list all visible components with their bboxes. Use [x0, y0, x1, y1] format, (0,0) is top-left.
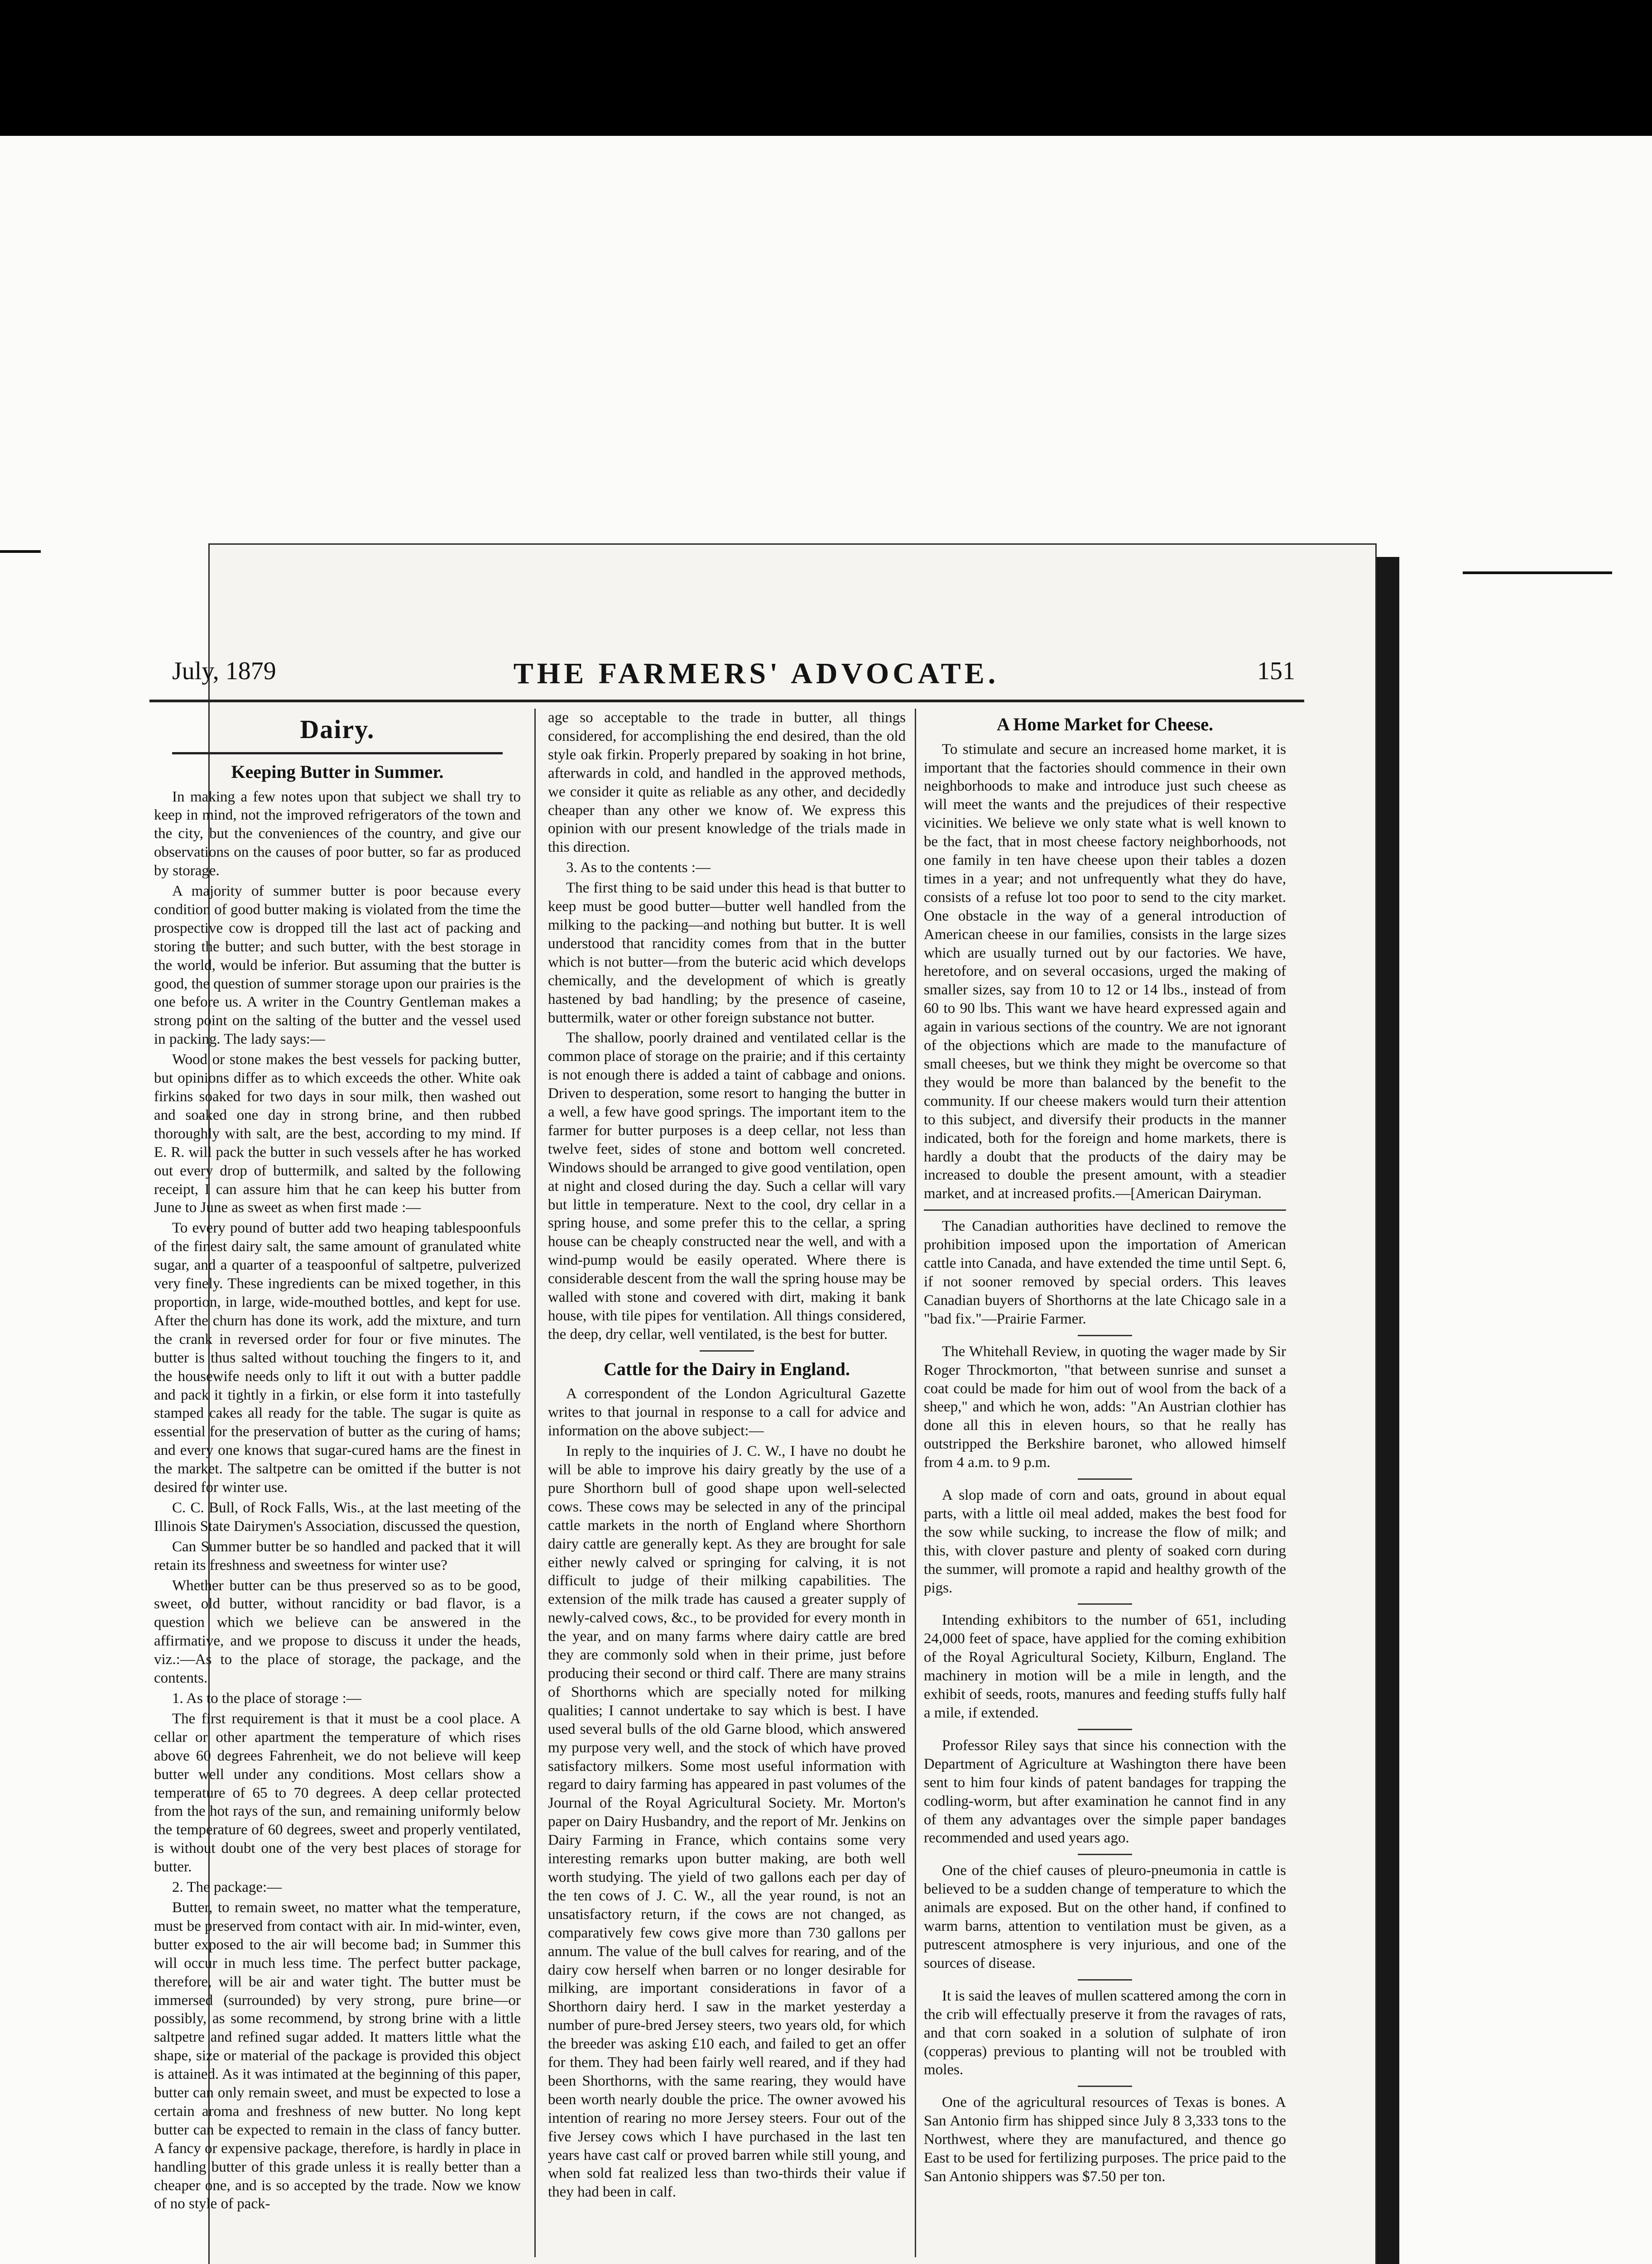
- paragraph: A slop made of corn and oats, ground in about equal parts, with a little oil meal added, makes the best food for the sow while sucking, to increase the flow of milk; and this, with clover pasture and plenty of soaked corn during the summer, will promote a rapid and healthy growth of the pigs.: [924, 1487, 1286, 1596]
- article-separator: [1078, 1854, 1132, 1855]
- paragraph: The shallow, poorly drained and ventilated cellar is the common place of storage on the prairie; and if this certainty is not enough there is added a taint of cabbage and onions. Driven to desperation, some resort to hanging the butter in a well, a few have good springs. The important item to the farmer for butter purposes is a deep cellar, not less than twelve feet, sides of stone and bottom well concreted. Windows should be arranged to give good ventilation, open at night and closed during the day. Such a cellar will vary but little in temperature. Next to the cool, dry cellar in a spring house, and some prefer this to the cellar, a spring house can be cheaply constructed near the well, and with a wind-pump would be easily operated. Where there is considerable descent from the wall the spring house may be walled with stone and covered with dirt, making it bank house, with tile pipes for ventilation. All things considered, the deep, dry cellar, well ventilated, is the best for butter.: [548, 1030, 906, 1343]
- article-separator: [1078, 1335, 1132, 1336]
- paragraph: 1. As to the place of storage :—: [172, 1690, 361, 1707]
- paragraph: The Whitehall Review, in quoting the wager made by Sir Roger Throckmorton, "that between sunrise and sunset a coat could be made for him out of wool from the back of a sheep," and which he won, adds: "An Austrian clothier has done all this in eleven hours, so that he really has outstripped the Berkshire baronet, who allowed himself from 4 a.m. to 9 p.m.: [924, 1343, 1286, 1471]
- paragraph: Butter, to remain sweet, no matter what the temperature, must be preserved from contact with air. In mid-winter, even, butter exposed to the air will become bad; in Summer this will occur in much less time. The perfect butter package, therefore, will be air and water tight. The butter must be immersed (surrounded) by very strong, pure brine—or possibly, as some recommend, by strong brine with a little saltpetre and refined sugar added. It matters little what the shape, size or material of the package is provided this object is attained. As it was intimated at the beginning of this paper, butter can only remain sweet, and must be expected to lose a certain aroma and freshness of new butter. No long kept butter can be expected to remain in the class of fancy butter. A fancy or expensive package, therefore, is hardly in place in handling butter of this grade unless it is really better than a cheaper one, and is so accepted by the trade. Now we know of no style of pack-: [154, 1899, 521, 2212]
- paragraph: One of the agricultural resources of Texas is bones. A San Antonio firm has shipped since July 8 3,333 tons to the Northwest, where they are manufactured, and thence go East to be used for fertilizing purposes. The price paid to the San Antonio shippers was $7.50 per ton.: [924, 2094, 1286, 2185]
- paragraph: 3. As to the contents :—: [566, 859, 711, 876]
- paragraph: One of the chief causes of pleuro-pneumonia in cattle is believed to be a sudden change of temperature to which the animals are exposed. But on the other hand, if confined to warm barns, attention to ventilation must be given, as a putrescent atmosphere is very injurious, and one of the sources of disease.: [924, 1862, 1286, 1971]
- column-divider-2: [915, 709, 916, 2257]
- column-3: [924, 709, 1286, 2264]
- column-1: [154, 709, 521, 2264]
- paragraph: Intending exhibitors to the number of 651, including 24,000 feet of space, have applied for the coming exhibition of the Royal Agricultural Society, Kilburn, England. The machinery in motion will be a mile in length, and the exhibit of seeds, roots, manures and feeding stuffs fully half a mile, if extended.: [924, 1612, 1286, 1721]
- issue-date: July, 1879: [172, 657, 276, 685]
- article-separator: [1078, 2086, 1132, 2087]
- section-rule: [172, 752, 503, 754]
- paragraph: A correspondent of the London Agricultural Gazette writes to that journal in response to a call for advice and information on the above subject:—: [548, 1386, 906, 1439]
- column-2: [548, 709, 906, 2264]
- paragraph: Can Summer butter be so handled and packed that it will retain its freshness and sweetness for winter use?: [154, 1538, 521, 1573]
- article-title-cattle-dairy: Cattle for the Dairy in England.: [604, 1358, 850, 1379]
- article-separator: [924, 1209, 1286, 1211]
- paragraph: age so acceptable to the trade in butter, all things considered, for accomplishing the end desired, than the old style oak firkin. Properly prepared by soaking in hot brine, afterwards in cold, and handled in the approved methods, we consider it quite as reliable as any other, and decidedly cheaper than any other we know of. We express this opinion with our present knowledge of the trials made in this direction.: [548, 710, 906, 856]
- paragraph: Professor Riley says that since his connection with the Department of Agriculture at Washington there have been sent to him four kinds of patent bandages for trapping the codling-worm, but after examination he cannot find in any of them any advantages over the simple paper bandages recommended and used years ago.: [924, 1737, 1286, 1847]
- paragraph: C. C. Bull, of Rock Falls, Wis., at the last meeting of the Illinois State Dairymen's Association, discussed the question,: [154, 1499, 521, 1535]
- paragraph: In reply to the inquiries of J. C. W., I have no doubt he will be able to improve his dairy greatly by the use of a pure Shorthorn bull of good shape upon well-selected cows. These cows may be selected in any of the principal cattle markets in the north of England where Shorthorn dairy cattle are generally kept. As they are brought for sale either newly calved or springing for calving, it is not difficult to judge of their milking capabilities. The extension of the milk trade has caused a greater supply of newly-calved cows, &c., to be provided for every month in the year, and on many farms where dairy cattle are bred they are commonly sold when in their prime, just before producing their second or third calf. There are many strains of Shorthorns which are specially noted for milking qualities; I cannot undertake to say which is best. I have used several bulls of the old Garne blood, which answered my purpose very well, and the stock of which have proved satisfactory milkers. Some most useful information with regard to dairy farming has appeared in past volumes of the Journal of the Royal Agricultural Society. Mr. Morton's paper on Dairy Husbandry, and the report of Mr. Jenkins on Dairy Farming in France, which contains some very interesting remarks upon butter making, are both well worth studying. The yield of two gallons each per day of the ten cows of J. C. W., all the year round, is not an unsatisfactory return, if the cows are not changed, as comparatively few cows give more than 730 gallons per annum. The value of the bull calves for rearing, and of the dairy cow herself when barren or no longer desirable for milking, are important considerations in favor of a Shorthorn dairy herd. I saw in the market yesterday a number of pure-bred Jersey steers, two years old, for which the breeder was asking £10 each, and failed to get an offer for them. They had been fairly well reared, and if they had been Shorthorns, with the same rearing, they would have been worth nearly double the price. The owner avowed his intention of rearing no more Jersey steers. Four out of the five Jersey cows which I have purchased in the last ten years have cast calf or proved barren while still young, and when sold fat realized less than two-thirds their value if they had been in calf.: [548, 1443, 906, 2201]
- article-separator: [1078, 1478, 1132, 1480]
- top-left-mark: [0, 550, 41, 553]
- paragraph: A majority of summer butter is poor because every condition of good butter making is violated from the time the prospective cow is dropped till the last act of packing and storing the butter; and such butter, with the best storage in the world, would be inferior. But assuming that the butter is good, the question of summer storage upon our prairies is the one before us. A writer in the Country Gentleman makes a strong point on the salting of the butter and the vessel used in packing. The lady says:—: [154, 883, 521, 1048]
- masthead: THE FARMERS' ADVOCATE.: [513, 657, 999, 690]
- top-right-mark: [1463, 571, 1612, 574]
- article-title-keeping-butter: Keeping Butter in Summer.: [231, 761, 444, 782]
- paragraph: Wood or stone makes the best vessels for packing butter, but opinions differ as to which exceeds the other. White oak firkins soaked for two days in sour milk, then washed out and soaked one day in strong brine, and then rubbed thoroughly with salt, are the best, according to my mind. If E. R. will pack the butter in such vessels after he has worked out every drop of buttermilk, and salted by the following receipt, I can assure him that he can keep his butter from June to June as sweet as when first made :—: [154, 1051, 521, 1216]
- article-title-home-market: A Home Market for Cheese.: [996, 714, 1213, 734]
- article-separator: [1078, 1979, 1132, 1981]
- column-divider-1: [534, 709, 536, 2257]
- paragraph: To stimulate and secure an increased home market, it is important that the factories should commence in their own neighborhoods to make and introduce just such cheese as will meet the wants and the prejudices of their respective vicinities. We believe we only state what is well known to be the fact, that in most cheese factory neighborhoods, not one family in ten have cheese upon their tables a dozen times in a year; and not unfrequently what they do have, consists of a refuse lot too poor to send to the city market. One obstacle in the way of a general introduction of American cheese in our families, consists in the large sizes which are usually turned out by our factories. We have, heretofore, and on several occasions, urged the making of smaller sizes, say from 10 to 12 or 14 lbs., instead of from 60 to 90 lbs. This want we have heard expressed again and again in various sections of the country. We are not ignorant of the objections which are made to the manufacture of small cheeses, but we think they might be overcome so that they would be more than balanced by the benefit to the community. If our cheese makers would turn their attention to this subject, and diversify their products in the manner indicated, both for the foreign and home markets, there is hardly a doubt that the products of the dairy may be increased to double the present amount, with a steadier market, and at increased profits.—[American Dairyman.: [924, 741, 1286, 1202]
- page-number: 151: [1257, 657, 1295, 685]
- header-rule: [149, 700, 1304, 702]
- paragraph: To every pound of butter add two heaping tablespoonfuls of the finest dairy salt, the same amount of granulated white sugar, and a quarter of a teaspoonful of saltpetre, pulverized very finely. These ingredients can be mixed together, in this proportion, in large, wide-mouthed bottles, and kept for use. After the churn has done its work, add the mixture, and turn the crank in reversed order for four or five minutes. The butter is thus salted without touching the fingers to it, and the housewife needs only to lift it out with a butter paddle and pack it tightly in a firkin, or else form it into tastefully stamped cakes all ready for the table. The sugar is quite as essential for the preservation of butter as the curing of hams; and every one knows that sugar-cured hams are the finest in the market. The saltpetre can be omitted if the butter is not desired for winter use.: [154, 1220, 521, 1496]
- paragraph: The first thing to be said under this head is that butter to keep must be good butter—butter well handled from the milking to the packing—and nothing but butter. It is well understood that rancidity comes from that in the butter which is not butter—from the buteric acid which develops chemically, and the development of which is greatly hastened by bad handling; by the presence of caseine, buttermilk, water or other foreign substance not butter.: [548, 880, 906, 1026]
- paragraph: Whether butter can be thus preserved so as to be good, sweet, old butter, without rancidity or bad flavor, is a question which we believe can be answered in the affirmative, and we propose to discuss it under the heads, viz.:—As to the place of storage, the package, and the contents.: [154, 1577, 521, 1687]
- paragraph: In making a few notes upon that subject we shall try to keep in mind, not the improved refrigerators of the town and the city, but the conveniences of the country, and give our observations on the causes of poor butter, so far as produced by storage.: [154, 788, 521, 879]
- paragraph: 2. The package:—: [172, 1879, 282, 1896]
- article-separator: [1078, 1729, 1132, 1730]
- article-separator: [700, 1350, 754, 1352]
- paragraph: The Canadian authorities have declined to remove the prohibition imposed upon the importation of American cattle into Canada, and have extended the time until Sept. 6, if not sooner removed by special orders. This leaves Canadian buyers of Shorthorns at the late Chicago sale in a "bad fix."—Prairie Farmer.: [924, 1218, 1286, 1327]
- paragraph: The first requirement is that it must be a cool place. A cellar or other apartment the temperature of which rises above 60 degrees Fahrenheit, we do not believe will keep butter well under any conditions. Most cellars show a temperature of 65 to 70 degrees. A deep cellar protected from the hot rays of the sun, and remaining uniformly below the temperature of 60 degrees, sweet and properly ventilated, is without doubt one of the very best places of storage for butter.: [154, 1710, 521, 1875]
- section-title-dairy: Dairy.: [300, 715, 375, 744]
- page-header: [172, 657, 1295, 697]
- paragraph: It is said the leaves of mullen scattered among the corn in the crib will effectually preserve it from the ravages of rats, and that corn soaked in a solution of sulphate of iron (copperas) previous to planting will not be troubled with moles.: [924, 1987, 1286, 2078]
- article-separator: [1078, 1603, 1132, 1605]
